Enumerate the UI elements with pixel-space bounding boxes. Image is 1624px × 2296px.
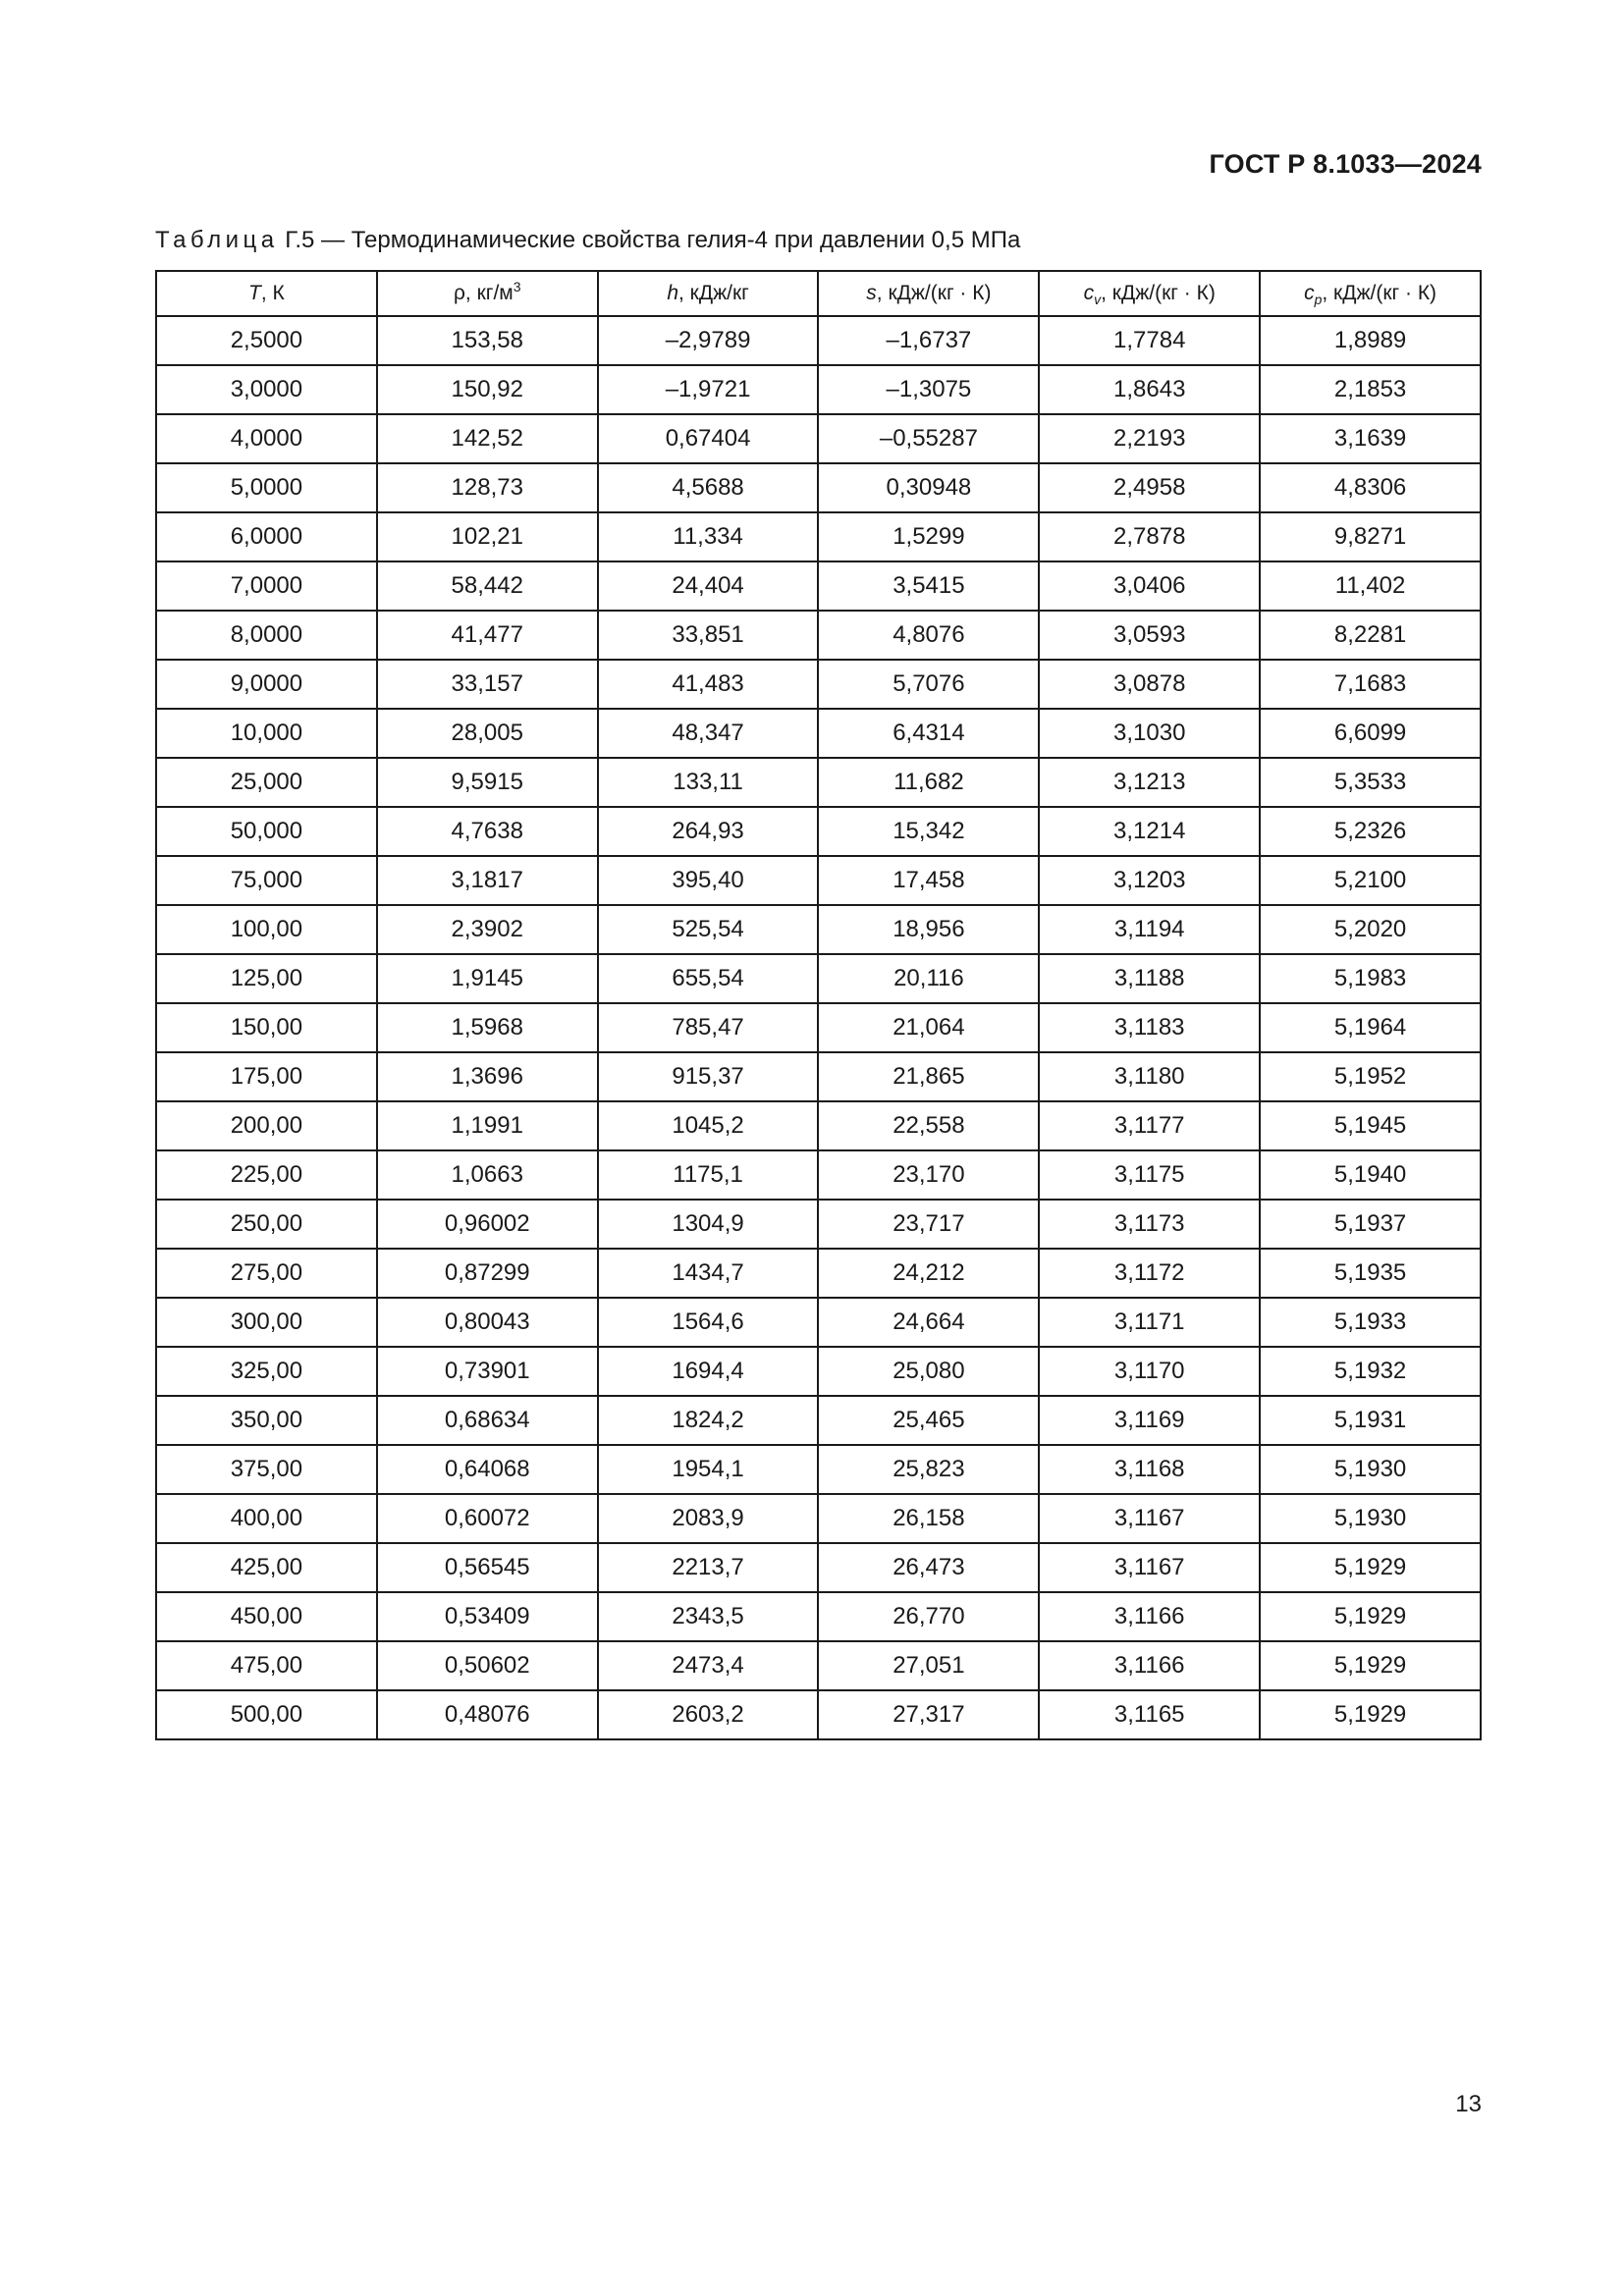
- cell-cv: 3,1168: [1039, 1445, 1260, 1494]
- cell-temperature: 200,00: [156, 1101, 377, 1150]
- cell-cv: 3,1171: [1039, 1298, 1260, 1347]
- cell-cv: 3,0593: [1039, 611, 1260, 660]
- cell-entropy: 25,080: [818, 1347, 1039, 1396]
- cell-density: 1,0663: [377, 1150, 598, 1200]
- cell-cp: 5,3533: [1260, 758, 1481, 807]
- column-header-entropy: [818, 271, 1039, 316]
- header-unit: , кДж/кг: [678, 282, 749, 304]
- table-row: [156, 1347, 1481, 1396]
- cell-entropy: 4,8076: [818, 611, 1039, 660]
- cell-entropy: 25,823: [818, 1445, 1039, 1494]
- cell-density: 0,60072: [377, 1494, 598, 1543]
- cell-enthalpy: 1304,9: [598, 1200, 819, 1249]
- header-superscript: 3: [513, 279, 521, 294]
- cell-enthalpy: 915,37: [598, 1052, 819, 1101]
- cell-entropy: 26,158: [818, 1494, 1039, 1543]
- cell-cv: 3,1167: [1039, 1494, 1260, 1543]
- cell-enthalpy: 1954,1: [598, 1445, 819, 1494]
- cell-density: 128,73: [377, 463, 598, 512]
- cell-temperature: 150,00: [156, 1003, 377, 1052]
- table-row: [156, 1396, 1481, 1445]
- cell-cp: 5,1940: [1260, 1150, 1481, 1200]
- cell-enthalpy: 2473,4: [598, 1641, 819, 1690]
- cell-cp: 5,1929: [1260, 1592, 1481, 1641]
- cell-entropy: 22,558: [818, 1101, 1039, 1150]
- cell-entropy: 23,170: [818, 1150, 1039, 1200]
- table-row: [156, 1641, 1481, 1690]
- cell-enthalpy: 655,54: [598, 954, 819, 1003]
- cell-cp: 3,1639: [1260, 414, 1481, 463]
- cell-enthalpy: 41,483: [598, 660, 819, 709]
- cell-temperature: 225,00: [156, 1150, 377, 1200]
- cell-cv: 3,1177: [1039, 1101, 1260, 1150]
- header-symbol: ρ: [453, 282, 465, 304]
- cell-temperature: 100,00: [156, 905, 377, 954]
- cell-cp: 1,8989: [1260, 316, 1481, 365]
- cell-temperature: 175,00: [156, 1052, 377, 1101]
- cell-cp: 8,2281: [1260, 611, 1481, 660]
- cell-cp: 11,402: [1260, 561, 1481, 611]
- cell-density: 0,48076: [377, 1690, 598, 1739]
- cell-entropy: 26,770: [818, 1592, 1039, 1641]
- cell-enthalpy: 0,67404: [598, 414, 819, 463]
- header-unit: , К: [260, 282, 285, 304]
- cell-temperature: 325,00: [156, 1347, 377, 1396]
- header-symbol: s: [866, 282, 877, 304]
- header-unit: , кДж/(кг · К): [1101, 282, 1216, 304]
- cell-cp: 5,1935: [1260, 1249, 1481, 1298]
- cell-enthalpy: 264,93: [598, 807, 819, 856]
- cell-entropy: 26,473: [818, 1543, 1039, 1592]
- table-row: [156, 807, 1481, 856]
- cell-cp: 5,1933: [1260, 1298, 1481, 1347]
- table-row: [156, 856, 1481, 905]
- cell-density: 33,157: [377, 660, 598, 709]
- cell-cp: 5,1929: [1260, 1690, 1481, 1739]
- cell-cv: 3,1214: [1039, 807, 1260, 856]
- cell-enthalpy: 11,334: [598, 512, 819, 561]
- cell-entropy: –1,3075: [818, 365, 1039, 414]
- cell-cv: 3,1173: [1039, 1200, 1260, 1249]
- column-header-cp: [1260, 271, 1481, 316]
- cell-density: 0,53409: [377, 1592, 598, 1641]
- column-header-cv: [1039, 271, 1260, 316]
- table-caption-text: Г.5 — Термодинамические свойства гелия-4 при давлении 0,5 МПа: [278, 227, 1021, 253]
- cell-cv: 3,1166: [1039, 1641, 1260, 1690]
- cell-enthalpy: 1564,6: [598, 1298, 819, 1347]
- cell-enthalpy: 2213,7: [598, 1543, 819, 1592]
- cell-cp: 5,1937: [1260, 1200, 1481, 1249]
- cell-entropy: 18,956: [818, 905, 1039, 954]
- cell-density: 1,1991: [377, 1101, 598, 1150]
- table-row: [156, 709, 1481, 758]
- table-row: [156, 954, 1481, 1003]
- table-caption-label: Таблица: [155, 227, 279, 253]
- column-header-temperature: [156, 271, 377, 316]
- table-row: [156, 758, 1481, 807]
- cell-density: 0,96002: [377, 1200, 598, 1249]
- cell-cv: 2,4958: [1039, 463, 1260, 512]
- table-row: [156, 365, 1481, 414]
- table-row: [156, 463, 1481, 512]
- cell-cp: 7,1683: [1260, 660, 1481, 709]
- header-symbol: c: [1083, 282, 1095, 304]
- table-row: [156, 1101, 1481, 1150]
- cell-temperature: 6,0000: [156, 512, 377, 561]
- cell-entropy: 0,30948: [818, 463, 1039, 512]
- table-body: [156, 316, 1481, 1739]
- cell-density: 142,52: [377, 414, 598, 463]
- cell-cp: 5,1929: [1260, 1641, 1481, 1690]
- document-code: ГОСТ Р 8.1033—2024: [1209, 149, 1482, 179]
- cell-enthalpy: 1824,2: [598, 1396, 819, 1445]
- cell-temperature: 500,00: [156, 1690, 377, 1739]
- cell-temperature: 10,000: [156, 709, 377, 758]
- table-row: [156, 1150, 1481, 1200]
- header-unit: , кг/м: [464, 282, 514, 304]
- cell-density: 153,58: [377, 316, 598, 365]
- cell-temperature: 8,0000: [156, 611, 377, 660]
- cell-cp: 5,1929: [1260, 1543, 1481, 1592]
- cell-cp: 5,2326: [1260, 807, 1481, 856]
- cell-cv: 3,1172: [1039, 1249, 1260, 1298]
- cell-cp: 5,2100: [1260, 856, 1481, 905]
- header-subscript-text: v: [1094, 292, 1102, 307]
- cell-enthalpy: 525,54: [598, 905, 819, 954]
- cell-density: 2,3902: [377, 905, 598, 954]
- cell-cv: 3,1203: [1039, 856, 1260, 905]
- cell-entropy: 15,342: [818, 807, 1039, 856]
- table-row: [156, 1003, 1481, 1052]
- cell-temperature: 4,0000: [156, 414, 377, 463]
- cell-cv: 3,1166: [1039, 1592, 1260, 1641]
- cell-cv: 1,7784: [1039, 316, 1260, 365]
- cell-enthalpy: 2343,5: [598, 1592, 819, 1641]
- cell-density: 41,477: [377, 611, 598, 660]
- cell-density: 0,68634: [377, 1396, 598, 1445]
- cell-density: 9,5915: [377, 758, 598, 807]
- cell-entropy: –0,55287: [818, 414, 1039, 463]
- cell-enthalpy: –1,9721: [598, 365, 819, 414]
- cell-density: 1,9145: [377, 954, 598, 1003]
- cell-entropy: 27,051: [818, 1641, 1039, 1690]
- cell-temperature: 300,00: [156, 1298, 377, 1347]
- cell-temperature: 250,00: [156, 1200, 377, 1249]
- table-row: [156, 1445, 1481, 1494]
- cell-cp: 5,1930: [1260, 1445, 1481, 1494]
- cell-entropy: 21,865: [818, 1052, 1039, 1101]
- cell-density: 3,1817: [377, 856, 598, 905]
- cell-cp: 5,1945: [1260, 1101, 1481, 1150]
- header-symbol: T: [248, 282, 261, 304]
- cell-cv: 3,1175: [1039, 1150, 1260, 1200]
- cell-temperature: 275,00: [156, 1249, 377, 1298]
- cell-entropy: 6,4314: [818, 709, 1039, 758]
- thermodynamic-properties-table: [155, 270, 1482, 1740]
- cell-enthalpy: 24,404: [598, 561, 819, 611]
- cell-density: 0,87299: [377, 1249, 598, 1298]
- table-row: [156, 512, 1481, 561]
- table-row: [156, 316, 1481, 365]
- cell-temperature: 7,0000: [156, 561, 377, 611]
- cell-density: 4,7638: [377, 807, 598, 856]
- cell-cp: 4,8306: [1260, 463, 1481, 512]
- cell-enthalpy: 1694,4: [598, 1347, 819, 1396]
- cell-cv: 3,0406: [1039, 561, 1260, 611]
- column-header-enthalpy: [598, 271, 819, 316]
- cell-entropy: 5,7076: [818, 660, 1039, 709]
- column-header-density: [377, 271, 598, 316]
- header-unit: , кДж/(кг · К): [1322, 282, 1437, 304]
- cell-enthalpy: 2603,2: [598, 1690, 819, 1739]
- cell-density: 150,92: [377, 365, 598, 414]
- cell-density: 0,50602: [377, 1641, 598, 1690]
- cell-density: 102,21: [377, 512, 598, 561]
- cell-entropy: 3,5415: [818, 561, 1039, 611]
- cell-cv: 3,0878: [1039, 660, 1260, 709]
- cell-temperature: 5,0000: [156, 463, 377, 512]
- cell-cp: 5,1983: [1260, 954, 1481, 1003]
- cell-cp: 5,1931: [1260, 1396, 1481, 1445]
- cell-temperature: 400,00: [156, 1494, 377, 1543]
- table-row: [156, 611, 1481, 660]
- cell-density: 1,5968: [377, 1003, 598, 1052]
- table-row: [156, 1052, 1481, 1101]
- cell-entropy: 24,664: [818, 1298, 1039, 1347]
- cell-cv: 3,1165: [1039, 1690, 1260, 1739]
- cell-cv: 2,7878: [1039, 512, 1260, 561]
- cell-temperature: 50,000: [156, 807, 377, 856]
- cell-cv: 3,1169: [1039, 1396, 1260, 1445]
- cell-density: 1,3696: [377, 1052, 598, 1101]
- cell-temperature: 350,00: [156, 1396, 377, 1445]
- cell-enthalpy: 1045,2: [598, 1101, 819, 1150]
- cell-density: 0,56545: [377, 1543, 598, 1592]
- cell-enthalpy: 4,5688: [598, 463, 819, 512]
- cell-cv: 3,1180: [1039, 1052, 1260, 1101]
- cell-enthalpy: 395,40: [598, 856, 819, 905]
- table-row: [156, 1543, 1481, 1592]
- table-row: [156, 561, 1481, 611]
- cell-cv: 2,2193: [1039, 414, 1260, 463]
- cell-temperature: 475,00: [156, 1641, 377, 1690]
- table-row: [156, 1298, 1481, 1347]
- cell-entropy: 24,212: [818, 1249, 1039, 1298]
- cell-enthalpy: 48,347: [598, 709, 819, 758]
- cell-entropy: 25,465: [818, 1396, 1039, 1445]
- table-row: [156, 1690, 1481, 1739]
- cell-entropy: –1,6737: [818, 316, 1039, 365]
- cell-temperature: 375,00: [156, 1445, 377, 1494]
- table-row: [156, 1200, 1481, 1249]
- cell-density: 58,442: [377, 561, 598, 611]
- cell-temperature: 25,000: [156, 758, 377, 807]
- table-header-row: [156, 271, 1481, 316]
- table-row: [156, 1494, 1481, 1543]
- cell-temperature: 75,000: [156, 856, 377, 905]
- header-unit: , кДж/(кг · К): [876, 282, 992, 304]
- table-row: [156, 1249, 1481, 1298]
- table-row: [156, 1592, 1481, 1641]
- cell-temperature: 125,00: [156, 954, 377, 1003]
- cell-entropy: 21,064: [818, 1003, 1039, 1052]
- cell-entropy: 17,458: [818, 856, 1039, 905]
- cell-temperature: 3,0000: [156, 365, 377, 414]
- cell-cv: 3,1188: [1039, 954, 1260, 1003]
- cell-entropy: 23,717: [818, 1200, 1039, 1249]
- cell-temperature: 450,00: [156, 1592, 377, 1641]
- cell-cv: 3,1213: [1039, 758, 1260, 807]
- cell-temperature: 425,00: [156, 1543, 377, 1592]
- cell-cp: 6,6099: [1260, 709, 1481, 758]
- cell-enthalpy: –2,9789: [598, 316, 819, 365]
- table-row: [156, 660, 1481, 709]
- cell-cp: 5,1964: [1260, 1003, 1481, 1052]
- cell-density: 28,005: [377, 709, 598, 758]
- header-subscript-text: p: [1314, 292, 1323, 307]
- cell-entropy: 20,116: [818, 954, 1039, 1003]
- table-caption: [155, 227, 1020, 254]
- cell-enthalpy: 133,11: [598, 758, 819, 807]
- cell-enthalpy: 33,851: [598, 611, 819, 660]
- cell-entropy: 1,5299: [818, 512, 1039, 561]
- header-symbol: h: [667, 282, 678, 304]
- header-symbol: c: [1304, 282, 1315, 304]
- table-row: [156, 414, 1481, 463]
- cell-density: 0,64068: [377, 1445, 598, 1494]
- cell-density: 0,80043: [377, 1298, 598, 1347]
- cell-temperature: 2,5000: [156, 316, 377, 365]
- cell-density: 0,73901: [377, 1347, 598, 1396]
- cell-cv: 3,1167: [1039, 1543, 1260, 1592]
- cell-cp: 5,1932: [1260, 1347, 1481, 1396]
- cell-enthalpy: 2083,9: [598, 1494, 819, 1543]
- cell-cp: 5,1930: [1260, 1494, 1481, 1543]
- cell-cv: 3,1030: [1039, 709, 1260, 758]
- cell-enthalpy: 785,47: [598, 1003, 819, 1052]
- cell-temperature: 9,0000: [156, 660, 377, 709]
- cell-entropy: 11,682: [818, 758, 1039, 807]
- cell-cp: 2,1853: [1260, 365, 1481, 414]
- cell-enthalpy: 1175,1: [598, 1150, 819, 1200]
- cell-cv: 3,1170: [1039, 1347, 1260, 1396]
- page-number: 13: [1455, 2091, 1482, 2117]
- cell-cp: 9,8271: [1260, 512, 1481, 561]
- cell-entropy: 27,317: [818, 1690, 1039, 1739]
- cell-enthalpy: 1434,7: [598, 1249, 819, 1298]
- cell-cp: 5,2020: [1260, 905, 1481, 954]
- cell-cp: 5,1952: [1260, 1052, 1481, 1101]
- cell-cv: 3,1194: [1039, 905, 1260, 954]
- cell-cv: 3,1183: [1039, 1003, 1260, 1052]
- cell-cv: 1,8643: [1039, 365, 1260, 414]
- table-row: [156, 905, 1481, 954]
